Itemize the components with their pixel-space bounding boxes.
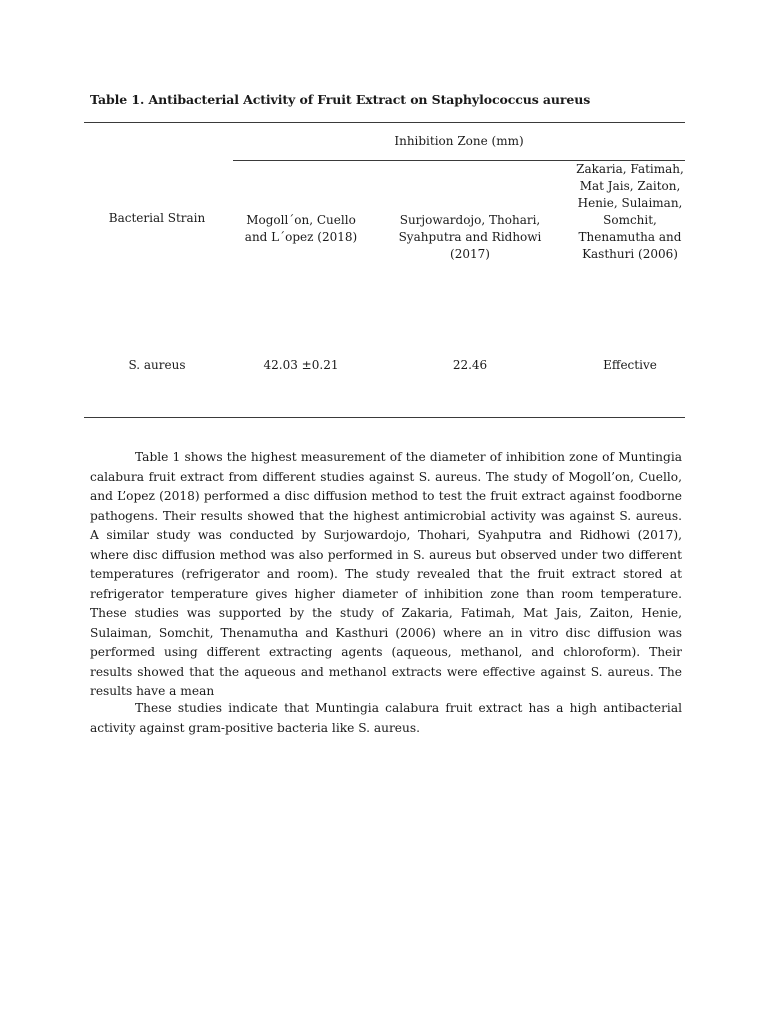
table-bottom-rule [84, 417, 685, 418]
table-cell-value: Effective [603, 358, 657, 372]
table-cell-value: 42.03 ±0.21 [263, 358, 339, 372]
body-paragraph: Table 1 shows the highest measurement of the diameter of inhibition zone of Muntingia calabura fruit extract from different studies against S. aureus. The study of Mogoll’on, Cuello, and L’opez (2018) performed a disc diffusion method to test the fruit extract against foodborne pathogens. Their results showed that the highest antimicrobial activity was against S. aureus. A similar study was conducted by Surjowardojo, Thohari, Syahputra and Ridhowi (2017), where disc diffusion method was also performed in S. aureus but observed under two different temperatures (refrigerator and room). The study revealed that the fruit extract stored at refrigerator temperature gives higher diameter of inhibition zone than room temperature. These studies was supported by the study of Zakaria, Fatimah, Mat Jais, Zaiton, Henie, Sulaiman, Somchit, Thenamutha and Kasthuri (2006) where an in vitro disc diffusion was performed using different extracting agents (aqueous, methanol, and chloroform). Their results showed that the aqueous and methanol extracts were effective against S. aureus. The results have a mean [90, 450, 682, 698]
table-cell-strain: S. aureus [128, 358, 186, 372]
column-header-mogollon: Mogoll´on, Cuello and L´opez (2018) [244, 213, 358, 244]
column-header-zakaria: Zakaria, Fatimah, Mat Jais, Zaiton, Henie, Sulaiman, Somchit, Thenamutha and Kasthuri (2006) [576, 162, 684, 261]
column-header-surjowardojo: Surjowardojo, Thohari, Syahputra and Ridhowi (2017) [398, 213, 542, 261]
row-header-bacterial-strain: Bacterial Strain [108, 211, 206, 225]
table-cell-value: 22.46 [452, 358, 488, 372]
body-paragraph: These studies indicate that Muntingia calabura fruit extract has a high antibacterial activity against gram-positive bacteria like S. aureus. [90, 701, 682, 735]
group-header-inhibition-zone: Inhibition Zone (mm) [394, 134, 524, 148]
table-caption: Table 1. Antibacterial Activity of Fruit Extract on Staphylococcus aureus [90, 92, 591, 107]
table-top-rule [84, 122, 685, 123]
